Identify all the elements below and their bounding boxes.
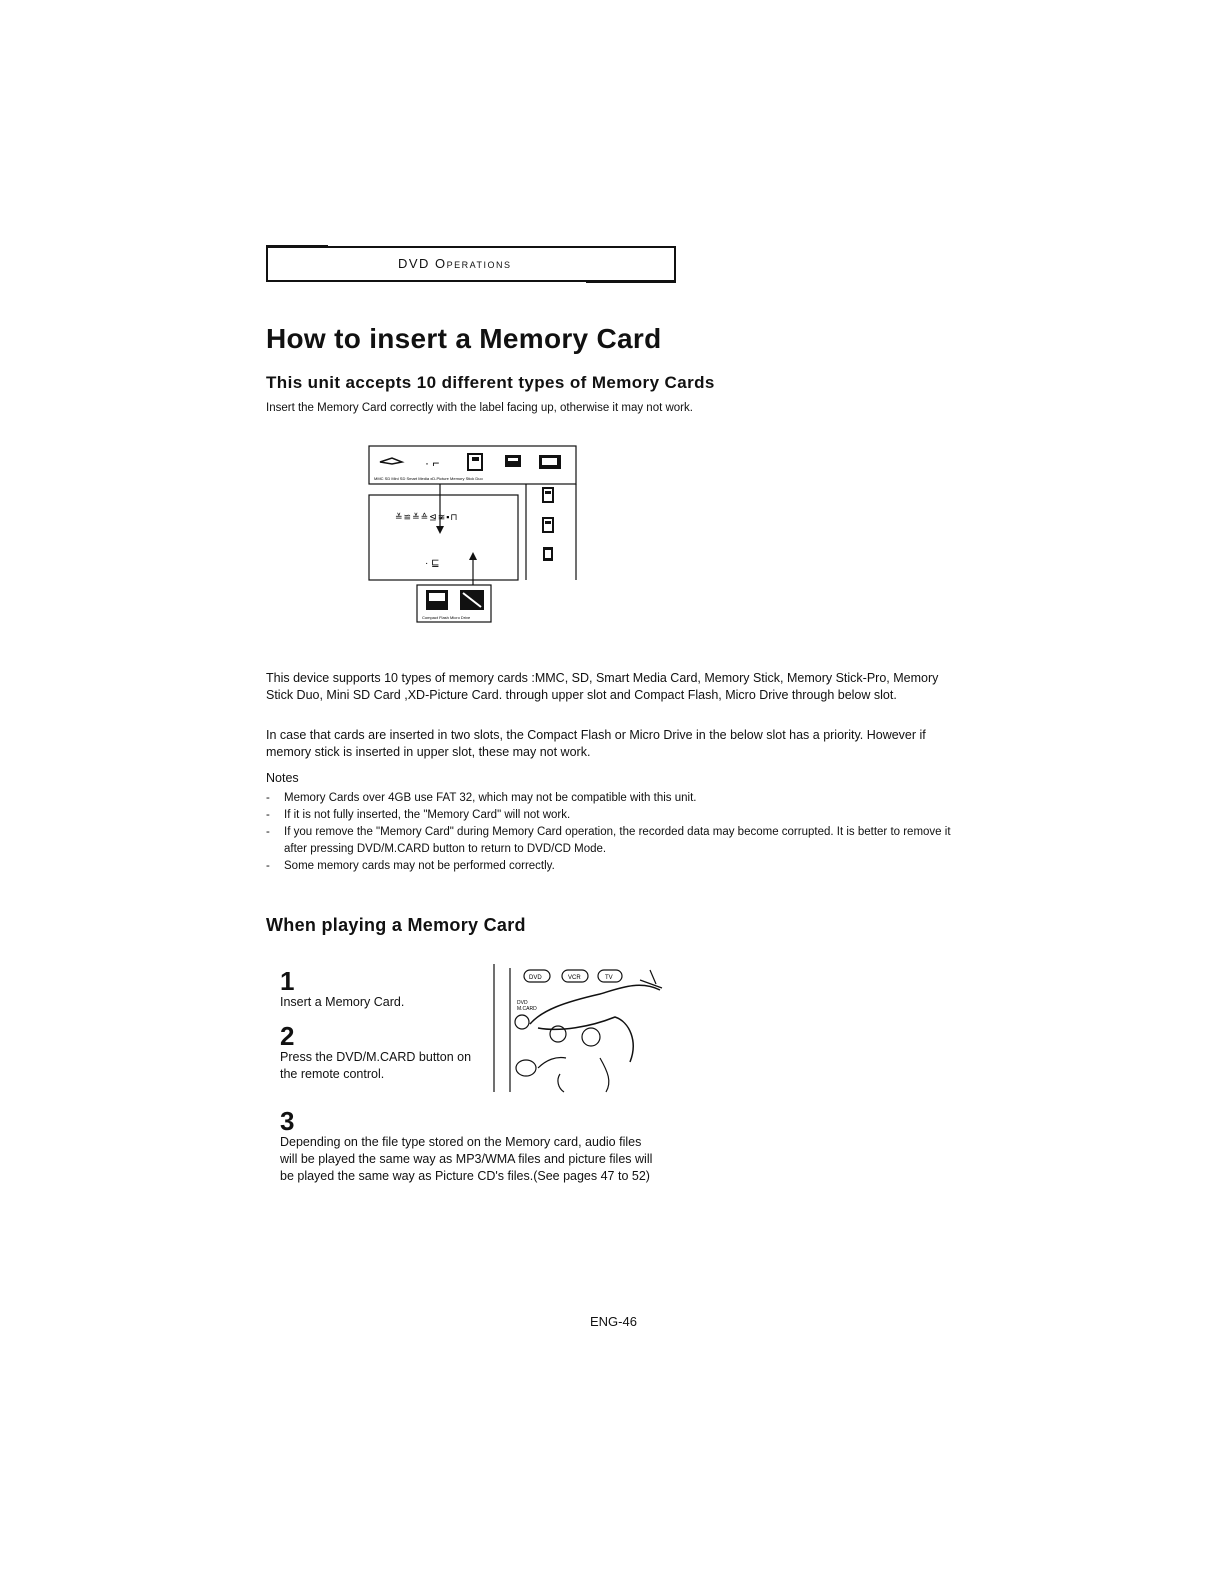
svg-text:MMC SD Mini SD Smart Medi: MMC SD Mini SD Smart Media xD-Picture Memory Stick Duo <box>374 476 483 481</box>
header-rule-bottom <box>586 281 676 283</box>
notes-title: Notes <box>266 771 299 785</box>
playing-heading: When playing a Memory Card <box>266 915 526 935</box>
page-title: How to insert a Memory Card <box>266 323 662 354</box>
svg-text:≚≌≚≙⊴≆▪⊓: ≚≌≚≙⊴≆▪⊓ <box>395 512 459 522</box>
header-rule-top <box>266 245 328 247</box>
step-text: Press the DVD/M.CARD button on the remote control. <box>280 1050 472 1081</box>
svg-text:VCR: VCR <box>568 975 581 981</box>
slot-priority-paragraph: In case that cards are inserted in two slots, the Compact Flash or Micro Drive in the below slot has a priority. However if memory stick is inserted in upper slot, these may not work. <box>266 728 926 759</box>
remote-control-illustration <box>490 962 670 1094</box>
list-item: - If you remove the "Memory Card" during Memory Card operation, the recorded data may become corrupted. It is better to remove it after pressing DVD/M.CARD button to return to DVD/CD Mode. <box>266 826 951 855</box>
hand-pressing-button <box>530 970 662 1092</box>
supported-cards-paragraph: This device supports 10 types of memory cards :MMC, SD, Smart Media Card, Memory Stick, Memory Stick-Pro, Memory Stick Duo, Mini SD Card ,XD-Picture Card. through upper slot and Compact Flash, Micro Drive through below slot. <box>266 671 939 702</box>
svg-text:DVD: DVD <box>517 1000 528 1006</box>
card-icons-row <box>374 454 561 481</box>
svg-text:· ⊑: · ⊑ <box>425 558 440 569</box>
notes-list <box>266 790 966 875</box>
list-item: - If it is not fully inserted, the "Memory Card" will not work. <box>266 809 571 821</box>
subtitle: This unit accepts 10 different types of Memory Cards <box>266 373 715 392</box>
card-icons-column <box>543 488 553 561</box>
list-item: - Some memory cards may not be performed correctly. <box>266 860 555 872</box>
step-text: Depending on the file type stored on the Memory card, audio files will be played the same way as MP3/WMA files and picture files will be played the same way as Picture CD's files.(See pages 47 to 52) <box>280 1135 653 1183</box>
svg-text:· ⌐: · ⌐ <box>425 456 440 470</box>
step-text: Insert a Memory Card. <box>280 995 405 1009</box>
step-1 <box>280 968 490 1011</box>
section-header: DVD Operations <box>398 256 512 271</box>
step-number: 3 <box>280 1106 295 1136</box>
step-number: 2 <box>280 1021 295 1051</box>
memory-card-slot-diagram <box>360 440 590 630</box>
page-number: ENG-46 <box>590 1314 637 1329</box>
step-2 <box>280 1023 490 1083</box>
svg-text:M.CARD: M.CARD <box>517 1006 537 1012</box>
svg-text:DVD: DVD <box>529 975 542 981</box>
svg-text:Compact Flash Micro Drive: Compact Flash Micro Drive <box>422 615 471 620</box>
intro-text: Insert the Memory Card correctly with the label facing up, otherwise it may not work. <box>266 402 693 414</box>
step-3 <box>280 1108 660 1185</box>
step-number: 1 <box>280 966 295 996</box>
list-item: - Memory Cards over 4GB use FAT 32, which may not be compatible with this unit. <box>266 792 697 804</box>
section-header-box <box>266 246 676 282</box>
svg-text:TV: TV <box>605 975 613 981</box>
